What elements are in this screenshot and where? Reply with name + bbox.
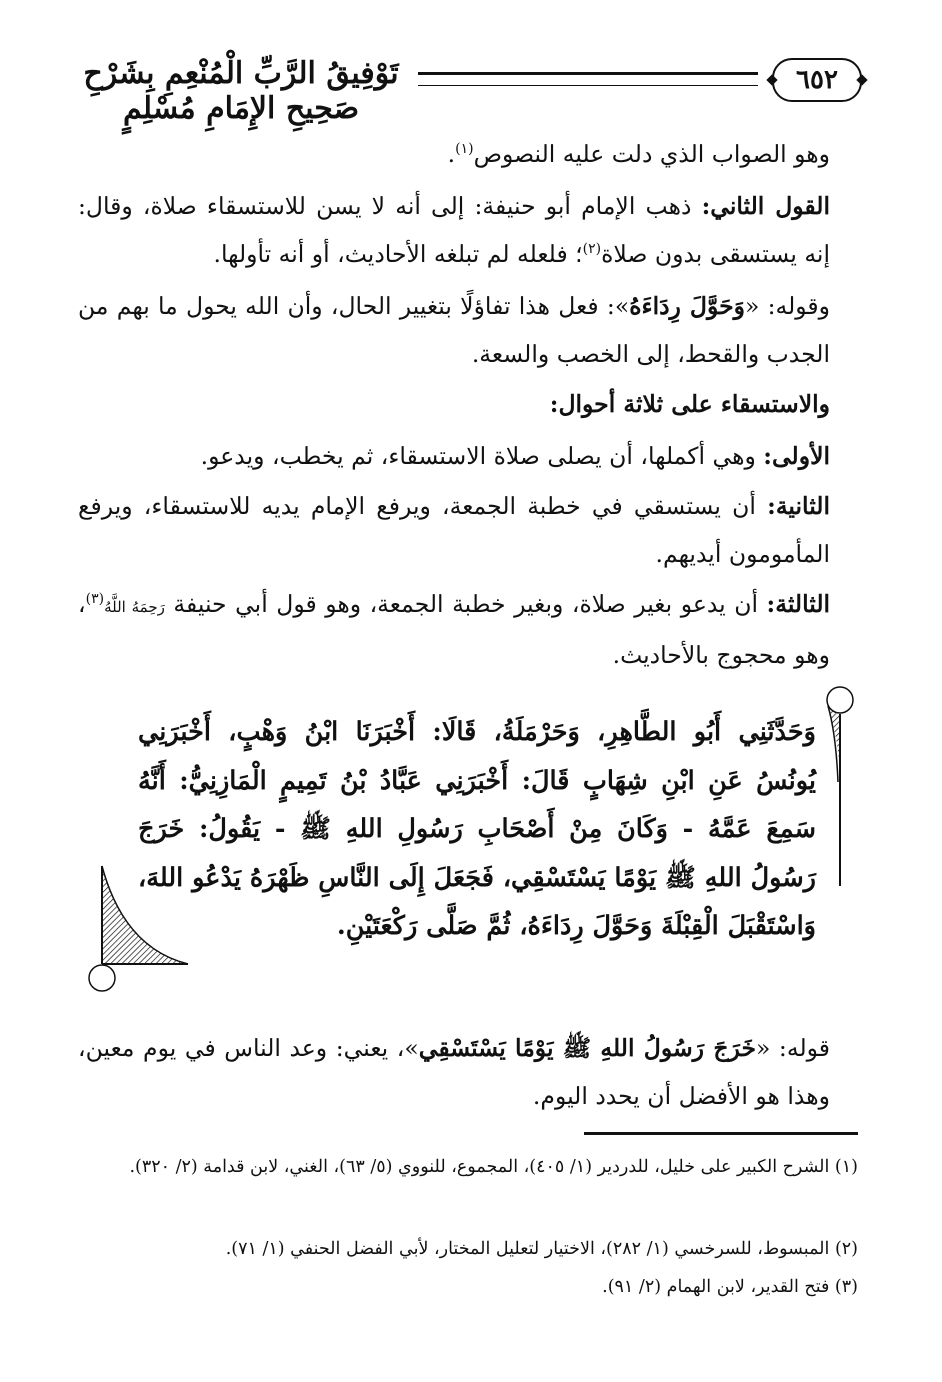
paragraph-text: وهو الصواب الذي دلت عليه النصوص [473,140,830,168]
header-rule [418,72,758,86]
paragraph-lead: الثالثة: [766,590,831,618]
paragraph-text: أن يدعو بغير صلاة، وبغير خطبة الجمعة، وهو قول أبي حنيفة [164,590,767,618]
hadith-box [88,686,858,994]
paragraph-lead: القول الثاني: [701,192,830,220]
footnote-2: (٢) المبسوط، للسرخسي (١/ ٢٨٢)، الاختيار لتعليل المختار، لأبي الفضل الحنفي (١/ ٧١). [225,1239,858,1259]
hadith-text: وَحَدَّثَنِي أَبُو الطَّاهِرِ، وَحَرْمَلَةُ، قَالَا: أَخْبَرَنَا ابْنُ وَهْبٍ، أَخْبَرَنِي يُونُسُ عَنِ ابْنِ شِهَابٍ قَالَ: أَخْبَرَنِي عَبَّادُ بْنُ تَمِيمٍ الْمَازِنِيُّ: أَنَّهُ سَمِعَ عَمَّهُ - وَكَانَ مِنْ أَصْحَابِ رَسُولِ اللهِ ﷺ - يَقُولُ: خَرَجَ رَسُولُ اللهِ ﷺ يَوْمًا يَسْتَسْقِي، فَجَعَلَ إِلَى النَّاسِ ظَهْرَهُ يَدْعُو اللهَ، وَاسْتَقْبَلَ الْقِبْلَةَ وَحَوَّلَ رِدَاءَهُ، ثُمَّ صَلَّى رَكْعَتَيْنِ. [138,717,816,941]
paragraph-text: أن يستسقي في خطبة الجمعة، ويرفع الإمام يديه للاستسقاء، ويرفع المأمومون أيديهم. [78,492,830,568]
honorific-glyph: رَحِمَهُ اللَّهُ [104,598,165,616]
paragraph-5 [78,432,830,480]
paragraph-tail: . [447,140,456,168]
quoted-phrase: خَرَجَ رَسُولُ اللهِ ﷺ يَوْمًا يَسْتَسْقِي [418,1034,756,1062]
running-header [78,54,862,126]
paragraph-lead: الثانية: [767,492,830,520]
quote-open: قوله: « [755,1034,830,1062]
paragraph-1 [78,130,830,178]
paragraph-3 [78,282,830,378]
paragraph-text: ذهب الإمام أبو حنيفة: إلى أنه لا يسن للاستسقاء صلاة، وقال: إنه يستسقى بدون صلاة [78,192,830,268]
paragraph-text: ، وهو محجوج بالأحاديث. [78,590,830,669]
footnote-ref-2[interactable]: (٢) [582,241,602,258]
footnote-1: (١) الشرح الكبير على خليل، للدردير (١/ ٤٠٥)، المجموع، للنووي (٥/ ٦٣)، الغني، لابن قدامة (٢/ ٣٢٠). [129,1157,858,1177]
paragraph-lead: الأولى: [763,442,830,470]
commentary-paragraph [78,1024,830,1120]
paragraph-text: »: فعل هذا تفاؤلًا بتغيير الحال، وأن الله يحول ما بهم من الجدب والقحط، إلى الخصب والسعة. [78,292,830,368]
paragraph-6 [78,482,830,578]
quote-open: وقوله: « [744,292,830,320]
quoted-phrase: وَحَوَّلَ رِدَاءَهُ [629,292,745,320]
page-number-frame [772,58,862,102]
book-title: تَوْفِيقُ الرَّبِّ الْمُنْعِمِ بِشَرْحِ صَحِيحِ الإِمَامِ مُسْلِمٍ [83,56,399,126]
paragraph-text: وهي أكملها، أن يصلى صلاة الاستسقاء، ثم يخطب، ويدعو. [200,442,764,470]
footnote-ref-1[interactable]: (١) [455,141,474,158]
footnote-3: (٣) فتح القدير، لابن الهمام (٢/ ٩١). [602,1277,858,1297]
paragraph-text: »، يعني: وعد الناس في يوم معين، وهذا هو الأفضل أن يحدد اليوم. [78,1034,830,1110]
paragraph-2 [78,182,830,278]
paragraph-text: ؛ فلعله لم تبلغه الأحاديث، أو أنه تأولها. [213,240,583,268]
footnote-ref-3[interactable]: (٣) [85,591,105,608]
paragraph-4: والاستسقاء على ثلاثة أحوال: [549,390,830,418]
footnote-separator [584,1132,858,1135]
paragraph-7 [78,580,830,679]
page-number: ٦٥٢ [796,65,838,95]
